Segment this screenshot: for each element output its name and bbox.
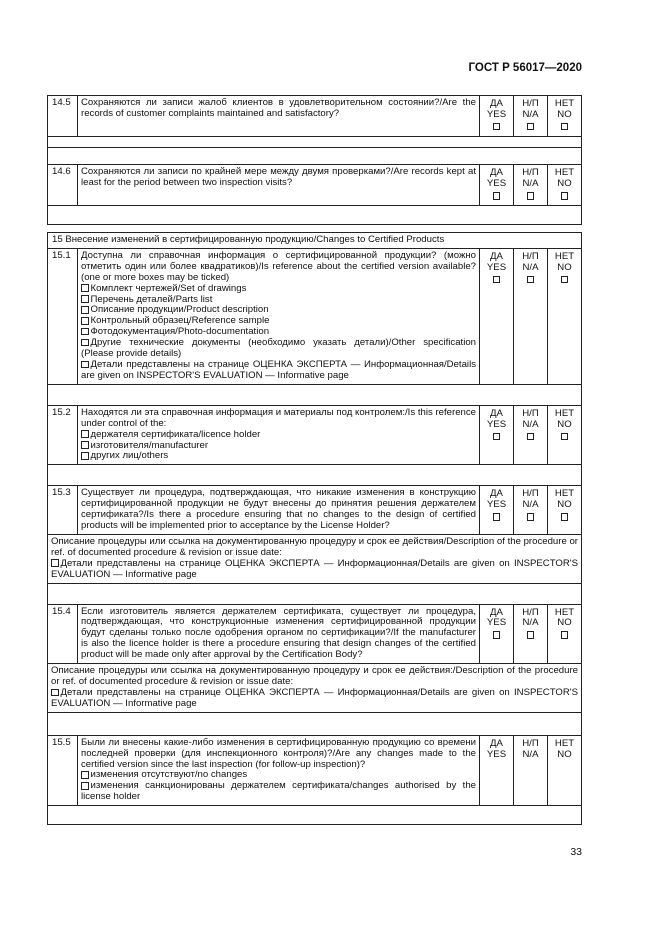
option-na: Н/П N/A — [514, 735, 548, 805]
option-no: НЕТ NO — [548, 735, 582, 805]
procedure-note — [48, 534, 582, 583]
question-text: Сохраняются ли записи по крайней мере между двумя проверками?/Are records kept at least for the period between two inspection visits? — [78, 165, 480, 206]
answer-field[interactable] — [48, 148, 582, 165]
no-checkbox[interactable] — [561, 631, 569, 639]
checkbox[interactable] — [81, 782, 89, 790]
option-yes: ДА YES — [480, 604, 514, 664]
checkbox[interactable] — [51, 559, 59, 567]
option-no: НЕТ NO — [548, 248, 582, 384]
option-na: Н/П N/A — [514, 165, 548, 206]
checkbox[interactable] — [81, 771, 89, 779]
page-number: 33 — [570, 846, 582, 858]
question-number: 15.5 — [48, 735, 78, 805]
answer-field[interactable] — [48, 206, 582, 225]
question-number: 14.5 — [48, 96, 78, 137]
na-checkbox[interactable] — [527, 513, 535, 521]
question-row-15-5 — [48, 735, 582, 805]
note-item: Детали представлены на странице ОЦЕНКА ЭКСПЕРТА — Информационная/Details are given on INSPECTOR'S EVALUATION — Informative page — [51, 557, 578, 580]
option-yes: ДА YES — [480, 96, 514, 137]
question-number: 15.1 — [48, 248, 78, 384]
option-yes: ДА YES — [480, 165, 514, 206]
checklist-item: изготовителя/manufacturer — [90, 439, 209, 451]
checkbox[interactable] — [81, 361, 89, 369]
checkbox[interactable] — [81, 306, 89, 314]
option-na: Н/П N/A — [514, 96, 548, 137]
checklist-item: Описание продукции/Product description — [90, 304, 269, 316]
checklist-item: Контрольный образец/Reference sample — [90, 315, 270, 327]
checklist-item: Другие технические документы (необходимо указать детали)/Other specification (Please provide details) — [81, 337, 476, 360]
option-na: Н/П N/A — [514, 604, 548, 664]
yes-checkbox[interactable] — [493, 276, 501, 284]
question-text: Были ли внесены какие-либо изменения в сертифицированную продукцию со времени последней проверки (для инспекционного контроля)?/Are any changes made to the certified version since the last inspection (for follow-up inspection)? — [81, 736, 476, 770]
checklist-item: изменения отсутствуют/no changes — [90, 769, 248, 781]
na-checkbox[interactable] — [527, 276, 535, 284]
document-header: ГОСТ Р 56017—2020 — [468, 62, 582, 74]
no-checkbox[interactable] — [561, 192, 569, 200]
answer-field[interactable] — [48, 465, 582, 486]
question-text: Если изготовитель является держателем сертификата, существует ли процедура, подтверждающая, что конструкционные изменения сертифицированной продукции будут сделаны только после одобрения органом по сертификации?/If the manufacturer is also the licence holder is there a procedure ensuring that design changes of the certified product will be made only after approval by the Certification Body? — [78, 604, 480, 664]
option-no: НЕТ NO — [548, 96, 582, 137]
checkbox[interactable] — [51, 689, 59, 697]
option-no: НЕТ NO — [548, 486, 582, 535]
checklist-item: Фотодокументация/Photo-documentation — [90, 326, 270, 338]
na-checkbox[interactable] — [527, 192, 535, 200]
yes-checkbox[interactable] — [493, 513, 501, 521]
checklist-item: изменения санкционированы держателем сертификата/changes authorised by the license holder — [81, 780, 476, 803]
question-row-15-3 — [48, 486, 582, 535]
checkbox[interactable] — [81, 430, 89, 438]
na-checkbox[interactable] — [527, 631, 535, 639]
no-checkbox[interactable] — [561, 433, 569, 441]
option-yes: ДА YES — [480, 248, 514, 384]
answer-field[interactable] — [48, 712, 582, 735]
checkbox[interactable] — [81, 284, 89, 292]
option-no: НЕТ NO — [548, 165, 582, 206]
section-15-table — [47, 232, 582, 825]
question-text: Сохраняются ли записи жалоб клиентов в удовлетворительном состоянии?/Are the records of customer complaints maintained and satisfactory? — [78, 96, 480, 137]
no-checkbox[interactable] — [561, 513, 569, 521]
question-row-14-5 — [48, 96, 582, 137]
question-body — [78, 735, 480, 805]
answer-field[interactable] — [48, 583, 582, 604]
yes-checkbox[interactable] — [493, 631, 501, 639]
note-item: Детали представлены на странице ОЦЕНКА ЭКСПЕРТА — Информационная/Details are given on INSPECTOR'S EVALUATION — Informative page — [51, 686, 578, 709]
question-row-15-2 — [48, 405, 582, 465]
note-text: Описание процедуры или ссылка на документированную процедуру и срок ее действия:/Description of the procedure or ref. of documented procedure & revision or issue date: — [51, 665, 578, 687]
checklist-item: Комплект чертежей/Set of drawings — [90, 282, 247, 294]
question-number: 15.3 — [48, 486, 78, 535]
question-number: 15.4 — [48, 604, 78, 664]
section-14-table — [47, 95, 582, 225]
option-no: НЕТ NO — [548, 604, 582, 664]
question-number: 15.2 — [48, 405, 78, 465]
question-number: 14.6 — [48, 165, 78, 206]
checkbox[interactable] — [81, 295, 89, 303]
answer-field[interactable] — [48, 806, 582, 825]
option-yes: ДА YES — [480, 486, 514, 535]
option-yes: ДА YES — [480, 405, 514, 465]
checklist-item: Детали представлены на странице ОЦЕНКА ЭКСПЕРТА — Информационная/Details are given on INSPECTOR'S EVALUATION — Informative page — [81, 358, 476, 381]
question-text: Находятся ли эта справочная информация и материалы под контролем:/Is this reference under control of the: — [81, 406, 476, 429]
no-checkbox[interactable] — [561, 123, 569, 131]
checkbox[interactable] — [81, 317, 89, 325]
procedure-note — [48, 664, 582, 713]
no-checkbox[interactable] — [561, 276, 569, 284]
question-row-15-4 — [48, 604, 582, 664]
yes-checkbox[interactable] — [493, 123, 501, 131]
checklist-item: держателя сертификата/licence holder — [90, 428, 261, 440]
question-row-15-1 — [48, 248, 582, 384]
checkbox[interactable] — [81, 441, 89, 449]
yes-checkbox[interactable] — [493, 433, 501, 441]
checklist-item: Перечень деталей/Parts list — [90, 293, 213, 305]
option-no: НЕТ NO — [548, 405, 582, 465]
question-body — [78, 248, 480, 384]
checkbox[interactable] — [81, 328, 89, 336]
na-checkbox[interactable] — [527, 123, 535, 131]
option-na: Н/П N/A — [514, 486, 548, 535]
section-title: 15 Внесение изменений в сертифицированную продукцию/Changes to Certified Products — [48, 233, 582, 249]
question-text: Существует ли процедура, подтверждающая, что никакие изменения в конструкцию сертифицированной продукции не будут внесены до принятия решения держателем сертификата?/Is there a procedure ensuring that no changes to the design of certified products will be implemented prior to acceptance by the License Holder? — [78, 486, 480, 535]
option-na: Н/П N/A — [514, 405, 548, 465]
checkbox[interactable] — [81, 452, 89, 460]
question-text: Доступна ли справочная информация о сертифицированной продукции? (можно отметить один или более квадратиков)/Is reference about the certified version available? (one or more boxes may be ticked) — [81, 249, 476, 283]
question-row-14-6 — [48, 165, 582, 206]
yes-checkbox[interactable] — [493, 192, 501, 200]
question-body — [78, 405, 480, 465]
note-text: Описание процедуры или ссылка на документированную процедуру и срок ее действия/Description of the procedure or ref. of documented procedure & revision or issue date: — [51, 535, 578, 558]
option-na: Н/П N/A — [514, 248, 548, 384]
checkbox[interactable] — [81, 339, 89, 347]
checklist-item: других лиц/others — [90, 450, 169, 462]
na-checkbox[interactable] — [527, 433, 535, 441]
option-yes: ДА YES — [480, 735, 514, 805]
answer-field[interactable] — [48, 384, 582, 405]
